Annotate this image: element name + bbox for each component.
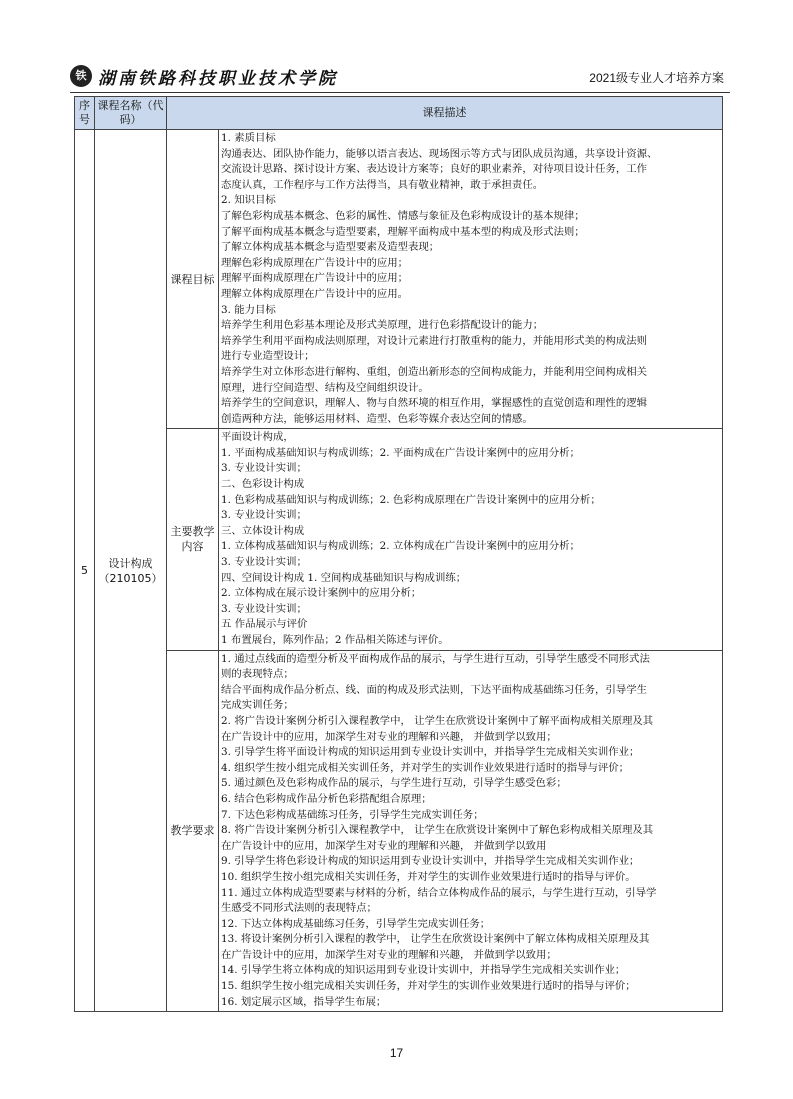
content-line: 培养学生对立体形态进行解构、重组，创造出新形态的空间构成能力，并能利用空间构成相关 [221, 365, 648, 378]
content-line: 1. 通过点线面的造型分析及平面构成作品的展示，与学生进行互动，引导学生感受不同形式法 [221, 652, 650, 665]
header-divider [70, 92, 730, 93]
content-line: 1. 素质目标 [221, 132, 276, 144]
content-line: 8. 将广告设计案例分析引入课程教学中， 让学生在欣赏设计案例中了解色彩构成相关原理及其 [221, 824, 654, 837]
content-line: 则的表现特点； [221, 668, 294, 681]
college-name: 湖南铁路科技职业技术学院 [98, 68, 338, 89]
content-line: 平面设计构成， [221, 431, 294, 444]
content-line: 生感受不同形式法则的表现特点； [221, 902, 377, 915]
content-line: 15. 组织学生按小组完成相关实训任务，并对学生的实训作业效果进行适时的指导与评价； [221, 980, 636, 993]
content-line: 16. 划定展示区域，指导学生布展； [221, 995, 387, 1008]
content-line: 10. 组织学生按小组完成相关实训任务，并对学生的实训作业效果进行适时的指导与评价。 [221, 870, 636, 883]
content-line: 沟通表达、团队协作能力，能够以语言表达、现场图示等方式与团队成员沟通，共享设计资源、 [221, 147, 658, 160]
content-line: 三、立体设计构成 [221, 524, 305, 537]
page-header [70, 62, 730, 90]
content-line: 了解立体构成基本概念与造型要素及造型表现； [221, 241, 440, 254]
content-line: 3. 专业设计实训； [221, 556, 307, 569]
content-line: 培养学生利用色彩基本理论及形式美原理，进行色彩搭配设计的能力； [221, 319, 544, 332]
content-line: 二、色彩设计构成 [221, 478, 305, 491]
section-content-objectives [219, 130, 723, 429]
content-line: 3. 专业设计实训； [221, 462, 307, 475]
content-line: 3. 专业设计实训； [221, 602, 307, 615]
content-line: 13. 将设计案例分析引入课程的教学中， 让学生在欣赏设计案例中了解立体构成相关原理及其 [221, 933, 650, 946]
content-line: 9. 引导学生将色彩设计构成的知识运用到专业设计实训中，并指导学生完成相关实训作业； [221, 855, 640, 868]
content-line: 四、空间设计构成 1. 空间构成基础知识与构成训练； [221, 571, 467, 584]
content-line: 原理，进行空间造型、结构及空间组织设计。 [221, 381, 429, 394]
section-content-requirements [219, 650, 723, 1012]
content-line: 创造两种方法，能够运用材料、造型、色彩等媒介表达空间的情感。 [221, 412, 533, 425]
header-course-name: 课程名称（代码） [95, 97, 167, 130]
content-line: 4. 组织学生按小组完成相关实训任务，并对学生的实训作业效果进行适时的指导与评价； [221, 761, 630, 774]
content-line: 6. 结合色彩构成作品分析色彩搭配组合原理； [221, 792, 432, 805]
document-title: 2021级专业人才培养方案 [589, 71, 724, 85]
content-line: 2. 立体构成在展示设计案例中的应用分析； [221, 587, 422, 600]
table-row [75, 130, 723, 429]
content-line: 1 布置展台，陈列作品；2 作品相关陈述与评价。 [221, 634, 449, 646]
section-content-content [219, 429, 723, 650]
row-seq: 5 [75, 130, 95, 1012]
content-line: 在广告设计中的应用，加深学生对专业的理解和兴趣， 并做到学以致用； [221, 948, 557, 961]
course-code: （210105） [98, 571, 163, 585]
course-name: 设计构成 [108, 556, 153, 570]
content-line: 5. 通过颜色及色彩构成作品的展示，与学生进行互动，引导学生感受色彩； [221, 777, 567, 790]
content-line: 12. 下达立体构成基础练习任务，引导学生完成实训任务； [221, 917, 491, 930]
content-line: 理解平面构成原理在广告设计中的应用； [221, 272, 409, 285]
content-line: 结合平面构成作品分析点、线、面的构成及形式法则，下达平面构成基础练习任务，引导学生 [221, 683, 648, 696]
content-line: 1. 立体构成基础知识与构成训练；2. 立体构成在广告设计案例中的应用分析； [221, 540, 580, 553]
table-row [75, 650, 723, 1012]
course-table [74, 96, 723, 1012]
table-row [75, 429, 723, 650]
content-line: 培养学生利用平面构成法则原理，对设计元素进行打散重构的能力，并能用形式美的构成法则 [221, 334, 648, 347]
section-title-objectives: 课程目标 [167, 130, 219, 429]
content-line: 在广告设计中的应用，加深学生对专业的理解和兴趣， 并做到学以致用； [221, 730, 557, 743]
content-line: 培养学生的空间意识，理解人、物与自然环境的相互作用，掌握感性的直觉创造和理性的逻辑 [221, 397, 648, 410]
content-line: 3. 引导学生将平面设计构成的知识运用到专业设计实训中，并指导学生完成相关实训作业； [221, 746, 640, 759]
content-line: 了解平面构成基本概念与造型要素，理解平面构成中基本型的构成及形式法则； [221, 225, 585, 238]
content-line: 2. 将广告设计案例分析引入课程教学中， 让学生在欣赏设计案例中了解平面构成相关原理及其 [221, 714, 654, 727]
section-title-requirements: 教学要求 [167, 650, 219, 1012]
header-seq: 序号 [75, 97, 95, 130]
content-line: 了解色彩构成基本概念、色彩的属性、情感与象征及色彩构成设计的基本规律； [221, 209, 585, 222]
content-line: 进行专业造型设计； [221, 350, 315, 363]
section-title-content: 主要教学内容 [167, 429, 219, 650]
content-line: 态度认真，工作程序与工作方法得当，具有敬业精神，敢于承担责任。 [221, 178, 544, 191]
content-line: 11. 通过立体构成造型要素与材料的分析，结合立体构成作品的展示，与学生进行互动，引导学 [221, 886, 657, 899]
content-line: 五 作品展示与评价 [221, 618, 308, 631]
content-line: 3. 专业设计实训； [221, 509, 307, 522]
content-line: 14. 引导学生将立体构成的知识运用到专业设计实训中，并指导学生完成相关实训作业； [221, 964, 626, 977]
content-line: 完成实训任务； [221, 699, 294, 712]
college-seal-icon: 铁 [70, 65, 92, 87]
content-line: 理解色彩构成原理在广告设计中的应用； [221, 256, 409, 269]
content-line: 在广告设计中的应用，加深学生对专业的理解和兴趣， 并做到学以致用 [221, 839, 547, 852]
row-course-name [95, 130, 167, 1012]
content-line: 1. 平面构成基础知识与构成训练；2. 平面构成在广告设计案例中的应用分析； [221, 446, 580, 459]
content-line: 1. 色彩构成基础知识与构成训练；2. 色彩构成原理在广告设计案例中的应用分析； [221, 493, 601, 506]
content-line: 7. 下达色彩构成基础练习任务，引导学生完成实训任务； [221, 808, 484, 821]
page-number: 17 [389, 1046, 404, 1060]
content-line: 3. 能力目标 [221, 303, 276, 316]
content-line: 2. 知识目标 [221, 194, 276, 207]
table-header-row [75, 97, 723, 130]
content-line: 交流设计思路、探讨设计方案、表达设计方案等；良好的职业素养，对待项目设计任务，工作 [221, 163, 648, 176]
content-line: 理解立体构成原理在广告设计中的应用。 [221, 287, 409, 300]
college-logo [70, 62, 338, 90]
header-description: 课程描述 [167, 97, 723, 130]
